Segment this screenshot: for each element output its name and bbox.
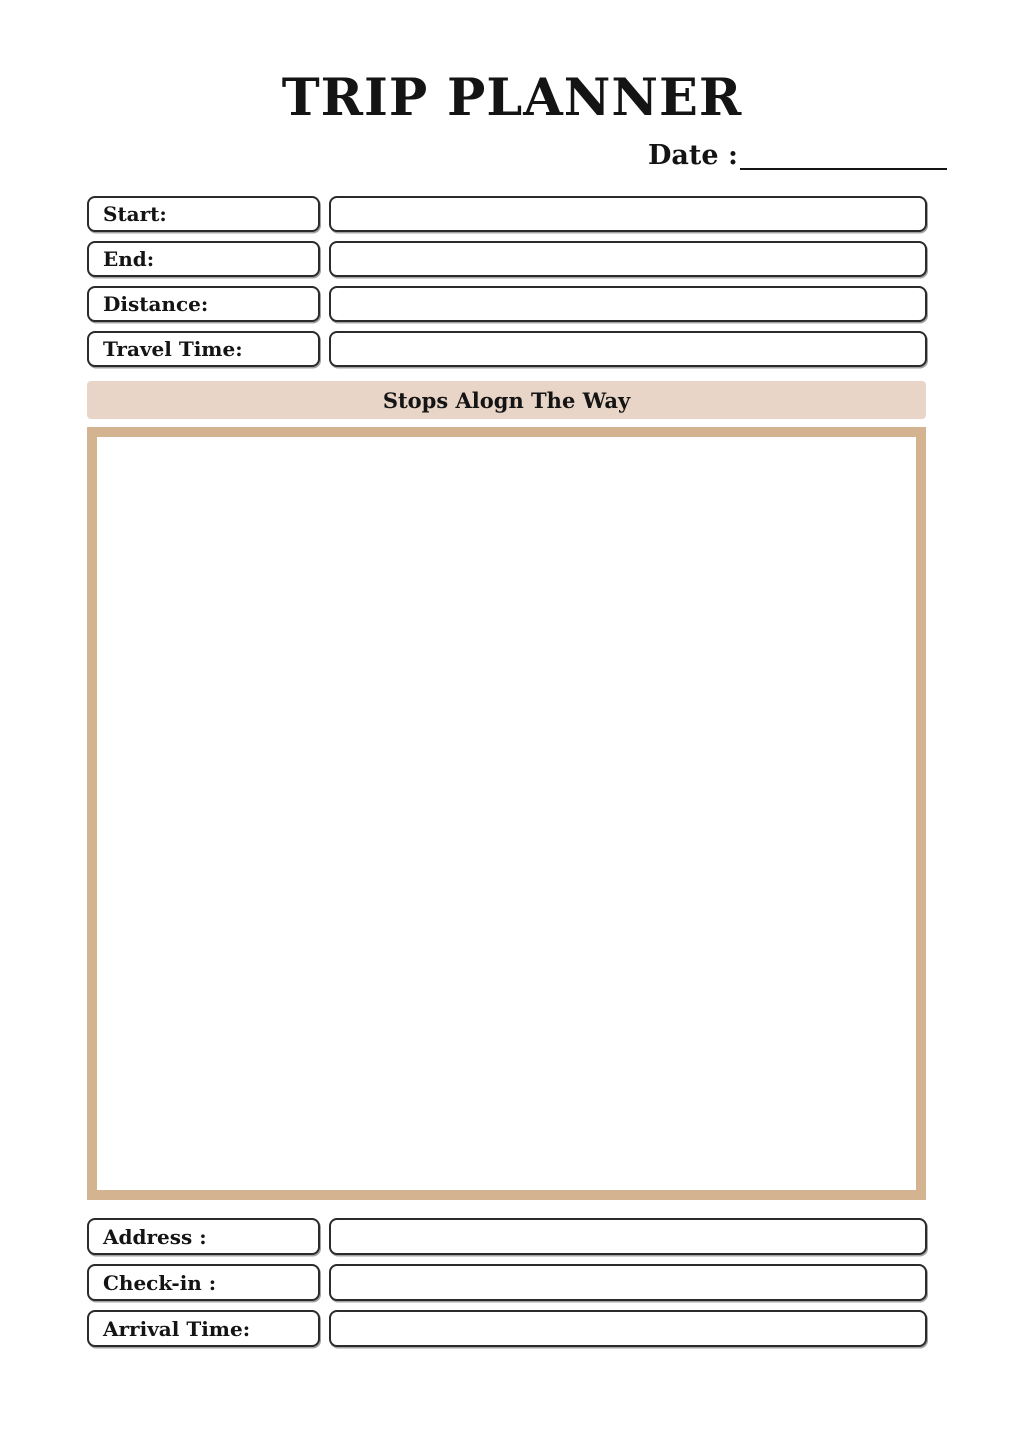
address-label: Address : [87, 1218, 320, 1255]
start-input[interactable] [329, 196, 927, 232]
date-label: Date : [648, 140, 738, 171]
date-input-line[interactable] [740, 142, 947, 170]
field-row-distance [87, 286, 927, 322]
stops-notes-area[interactable] [87, 427, 926, 1200]
field-row-end [87, 241, 927, 277]
route-fields-section [87, 196, 927, 367]
lodging-fields-section [87, 1218, 927, 1347]
address-input[interactable] [329, 1218, 927, 1255]
field-row-start [87, 196, 927, 232]
page-title: TRIP PLANNER [281, 68, 743, 128]
field-row-travel-time [87, 331, 927, 367]
end-input[interactable] [329, 241, 927, 277]
field-row-address [87, 1218, 927, 1255]
arrival-time-label: Arrival Time: [87, 1310, 320, 1347]
end-label: End: [87, 241, 320, 277]
field-row-arrival-time [87, 1310, 927, 1347]
travel-time-label: Travel Time: [87, 331, 320, 367]
field-row-checkin [87, 1264, 927, 1301]
arrival-time-input[interactable] [329, 1310, 927, 1347]
distance-label: Distance: [87, 286, 320, 322]
distance-input[interactable] [329, 286, 927, 322]
checkin-label: Check-in : [87, 1264, 320, 1301]
checkin-input[interactable] [329, 1264, 927, 1301]
date-group [648, 142, 947, 170]
start-label: Start: [87, 196, 320, 232]
travel-time-input[interactable] [329, 331, 927, 367]
stops-header-banner: Stops Alogn The Way [87, 381, 926, 419]
